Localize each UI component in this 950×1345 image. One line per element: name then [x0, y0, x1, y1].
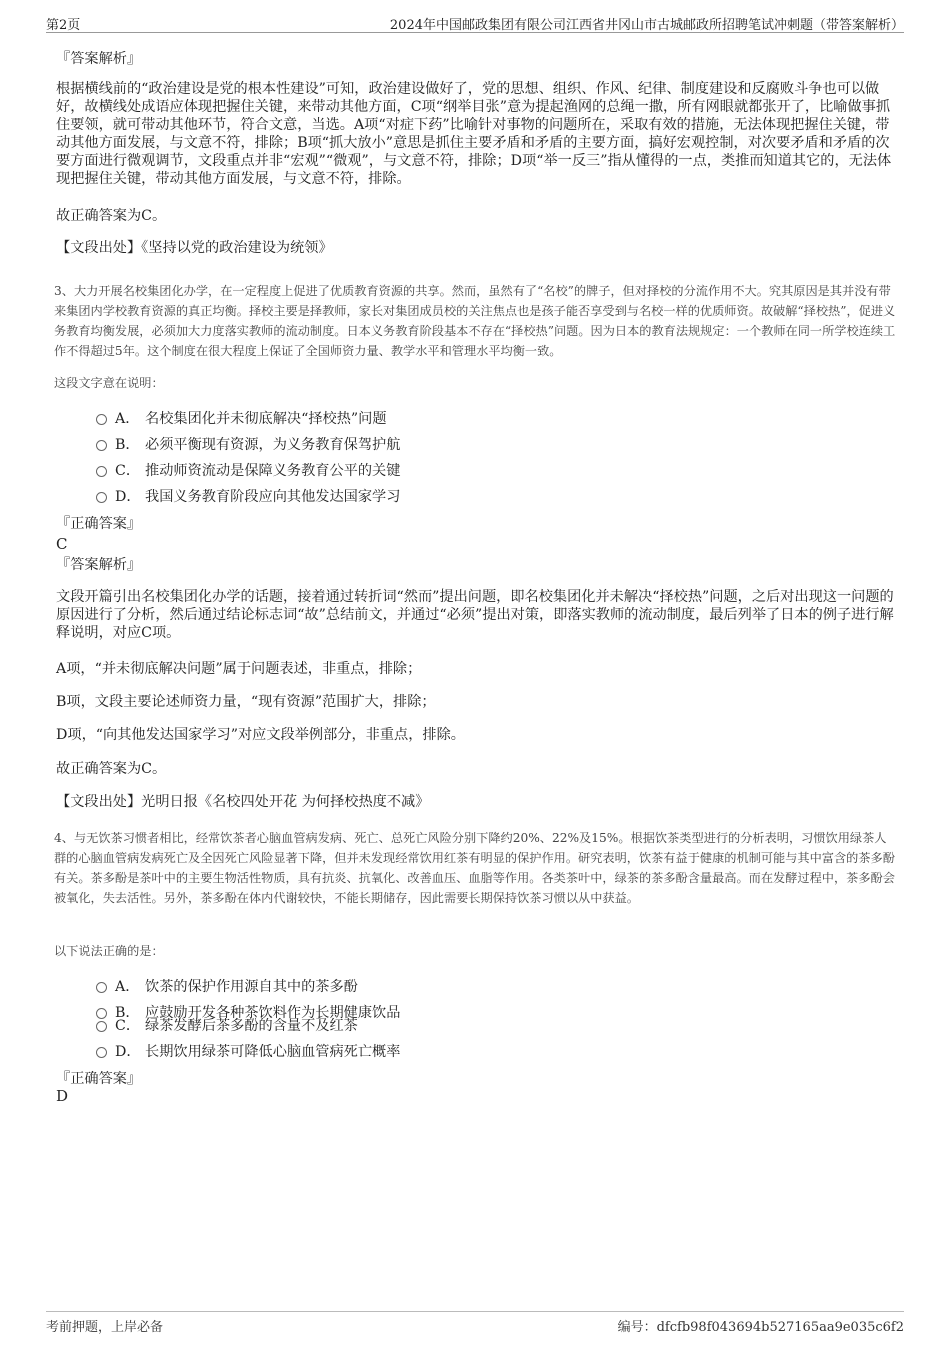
- q3-note-d: D项，“向其他发达国家学习”对应文段举例部分，非重点，排除。: [56, 727, 465, 743]
- q4-answer-heading: 『正确答案』: [56, 1071, 142, 1087]
- q3-analysis-heading: 『答案解析』: [56, 557, 142, 573]
- q4-answer: D: [56, 1087, 69, 1105]
- footer-slogan: 考前押题，上岸必备: [46, 1320, 164, 1335]
- radio-icon[interactable]: [96, 440, 107, 451]
- q3-conclusion: 故正确答案为C。: [56, 761, 167, 777]
- document-code: 编号：dfcfb98f043694b527165aa9e035c6f2: [617, 1320, 904, 1335]
- radio-icon[interactable]: [96, 1047, 107, 1058]
- q3-option-a[interactable]: A． 名校集团化并未彻底解决“择校热”问题: [96, 410, 387, 428]
- q3-analysis-text: 文段开篇引出名校集团化办学的话题，接着通过转折词“然而”提出问题，即名校集团化并未解决“择校热”问题，之后对出现这一问题的原因进行了分析，然后通过结论标志词“故”总结前文，并通过“必须”提出对策，即落实教师的流动制度，最后列举了日本的例子进行解释说明，对应C项。: [56, 589, 894, 641]
- document-title: 2024年中国邮政集团有限公司江西省井冈山市古城邮政所招聘笔试冲刺题（带答案解析）: [389, 18, 904, 33]
- radio-icon[interactable]: [96, 466, 107, 477]
- q4-option-d[interactable]: D． 长期饮用绿茶可降低心脑血管病死亡概率: [96, 1043, 400, 1061]
- page-header: [46, 14, 904, 33]
- q3-option-d[interactable]: D． 我国义务教育阶段应向其他发达国家学习: [96, 488, 400, 506]
- q2-analysis-heading: 『答案解析』: [56, 51, 142, 67]
- q2-conclusion: 故正确答案为C。: [56, 208, 167, 224]
- q3-prompt: 这段文字意在说明：: [54, 376, 164, 390]
- q4-prompt: 以下说法正确的是：: [54, 944, 164, 958]
- q3-note-a: A项，“并未彻底解决问题”属于问题表述，非重点，排除；: [56, 661, 422, 677]
- q4-option-b[interactable]: B． 应鼓励开发各种茶饮料作为长期健康饮品: [96, 1004, 400, 1022]
- q4-option-a[interactable]: A． 饮茶的保护作用源自其中的茶多酚: [96, 978, 358, 996]
- page-footer: [46, 1311, 904, 1334]
- q3-passage: 3、大力开展名校集团化办学，在一定程度上促进了优质教育资源的共享。然而，虽然有了“名校”的牌子，但对择校的分流作用不大。究其原因是其并没有带来集团内学校教育资源的真正均衡。择校主要是择教师，家长对集团成员校的关注焦点也是孩子能否享受到与名校一样的优质师资。故破解“择校热”，促进义务教育均衡发展，必须加大力度落实教师的流动制度。日本义务教育阶段基本不存在“择校热”问题。因为日本的教育法规规定：一个教师在同一所学校连续工作不得超过5年。这个制度在很大程度上保证了全国师资力量、教学水平和管理水平均衡一致。: [54, 284, 896, 358]
- q3-source: 【文段出处】光明日报《名校四处开花 为何择校热度不减》: [56, 794, 430, 810]
- radio-icon[interactable]: [96, 982, 107, 993]
- q3-answer: C: [56, 535, 68, 553]
- radio-icon[interactable]: [96, 414, 107, 425]
- radio-icon[interactable]: [96, 1021, 107, 1032]
- q3-note-b: B项，文段主要论述师资力量，“现有资源”范围扩大，排除；: [56, 694, 436, 710]
- q4-option-c[interactable]: C． 绿茶发酵后茶多酚的含量不及红茶: [96, 1017, 358, 1035]
- q2-source: 【文段出处】《坚持以党的政治建设为统领》: [56, 240, 333, 256]
- page-number: 第2页: [46, 18, 81, 33]
- q4-passage: 4、与无饮茶习惯者相比，经常饮茶者心脑血管病发病、死亡、总死亡风险分别下降约20%、22%及15%。根据饮茶类型进行的分析表明，习惯饮用绿茶人群的心脑血管病发病死亡及全因死亡风险显著下降，但并未发现经常饮用红茶有明显的保护作用。研究表明，饮茶有益于健康的机制可能与其中富含的茶多酚有关。茶多酚是茶叶中的主要生物活性物质，具有抗炎、抗氧化、改善血压、血脂等作用。各类茶叶中，绿茶的茶多酚含量最高。而在发酵过程中，茶多酚会被氧化，失去活性。另外，茶多酚在体内代谢较快，不能长期储存，因此需要长期保持饮茶习惯以从中获益。: [54, 831, 895, 905]
- radio-icon[interactable]: [96, 492, 107, 503]
- q3-option-b[interactable]: B． 必须平衡现有资源，为义务教育保驾护航: [96, 436, 400, 454]
- q3-option-c[interactable]: C． 推动师资流动是保障义务教育公平的关键: [96, 462, 400, 480]
- q3-answer-heading: 『正确答案』: [56, 516, 142, 532]
- q2-analysis-text: 根据横线前的“政治建设是党的根本性建设”可知，政治建设做好了，党的思想、组织、作风、纪律、制度建设和反腐败斗争也可以做好，故横线处成语应体现把握住关键，来带动其他方面，C项“纲举目张”意为提起渔网的总绳一撒，所有网眼就都张开了，比喻做事抓住要领，就可带动其他环节，符合文意，当选。A项“对症下药”比喻针对事物的问题所在，采取有效的措施，无法体现把握住关键，带动其他方面发展，与文意不符，排除；B项“抓大放小”意思是抓住主要矛盾和矛盾的主要方面，搞好宏观控制，对次要矛盾和矛盾的次要方面进行微观调节，文段重点并非“宏观”“微观”，与文意不符，排除；D项“举一反三”指从懂得的一点，类推而知道其它的，无法体现把握住关键，带动其他方面发展，与文意不符，排除。: [56, 81, 892, 187]
